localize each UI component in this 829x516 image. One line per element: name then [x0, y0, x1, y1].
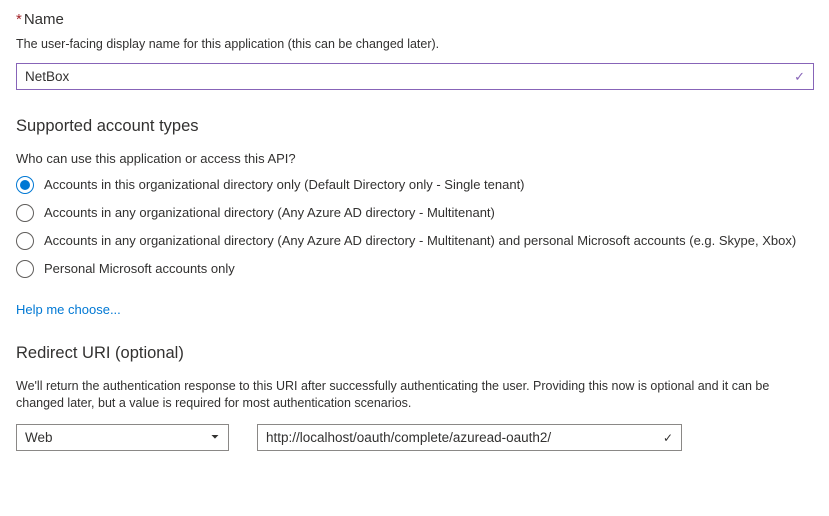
radio-option-label: Personal Microsoft accounts only	[44, 261, 235, 276]
redirect-uri-input-container[interactable]	[257, 424, 682, 451]
radio-option-multitenant[interactable]	[16, 204, 813, 222]
platform-select[interactable]	[16, 424, 229, 451]
name-input-container[interactable]	[16, 63, 814, 90]
radio-button-icon[interactable]	[16, 260, 34, 278]
radio-option-single-tenant[interactable]	[16, 176, 813, 194]
redirect-uri-input[interactable]	[258, 425, 663, 450]
radio-option-multitenant-and-personal[interactable]	[16, 232, 813, 250]
radio-option-label: Accounts in any organizational directory (Any Azure AD directory - Multitenant) and personal Microsoft accounts (e.g. Skype, Xbox)	[44, 233, 797, 248]
supported-account-types-question: Who can use this application or access this API?	[16, 151, 296, 166]
help-me-choose-link[interactable]: Help me choose...	[16, 302, 121, 317]
redirect-uri-heading: Redirect URI (optional)	[16, 344, 184, 362]
name-field-label	[16, 10, 813, 30]
radio-button-icon[interactable]	[16, 176, 34, 194]
radio-option-label: Accounts in any organizational directory (Any Azure AD directory - Multitenant)	[44, 205, 495, 220]
name-field-help: The user-facing display name for this application (this can be changed later).	[16, 37, 440, 51]
checkmark-icon: ✓	[794, 69, 805, 84]
radio-button-icon[interactable]	[16, 232, 34, 250]
name-input[interactable]	[17, 64, 794, 89]
radio-option-personal-only[interactable]	[16, 260, 813, 278]
redirect-uri-row	[16, 424, 813, 451]
supported-account-types-heading: Supported account types	[16, 117, 199, 135]
redirect-uri-help: We'll return the authentication response to this URI after successfully authenticating the user. Providing this now is optional and it can be changed later, but a value is required for most authentication scenarios.	[16, 379, 770, 410]
radio-option-label: Accounts in this organizational directory only (Default Directory only - Single tenant)	[44, 177, 525, 192]
radio-button-icon[interactable]	[16, 204, 34, 222]
required-indicator: *	[16, 11, 22, 28]
checkmark-icon: ✓	[662, 430, 673, 445]
name-label-text: Name	[23, 11, 64, 28]
chevron-down-icon[interactable]: ⏷	[211, 431, 219, 443]
platform-select-value: Web	[25, 430, 53, 445]
